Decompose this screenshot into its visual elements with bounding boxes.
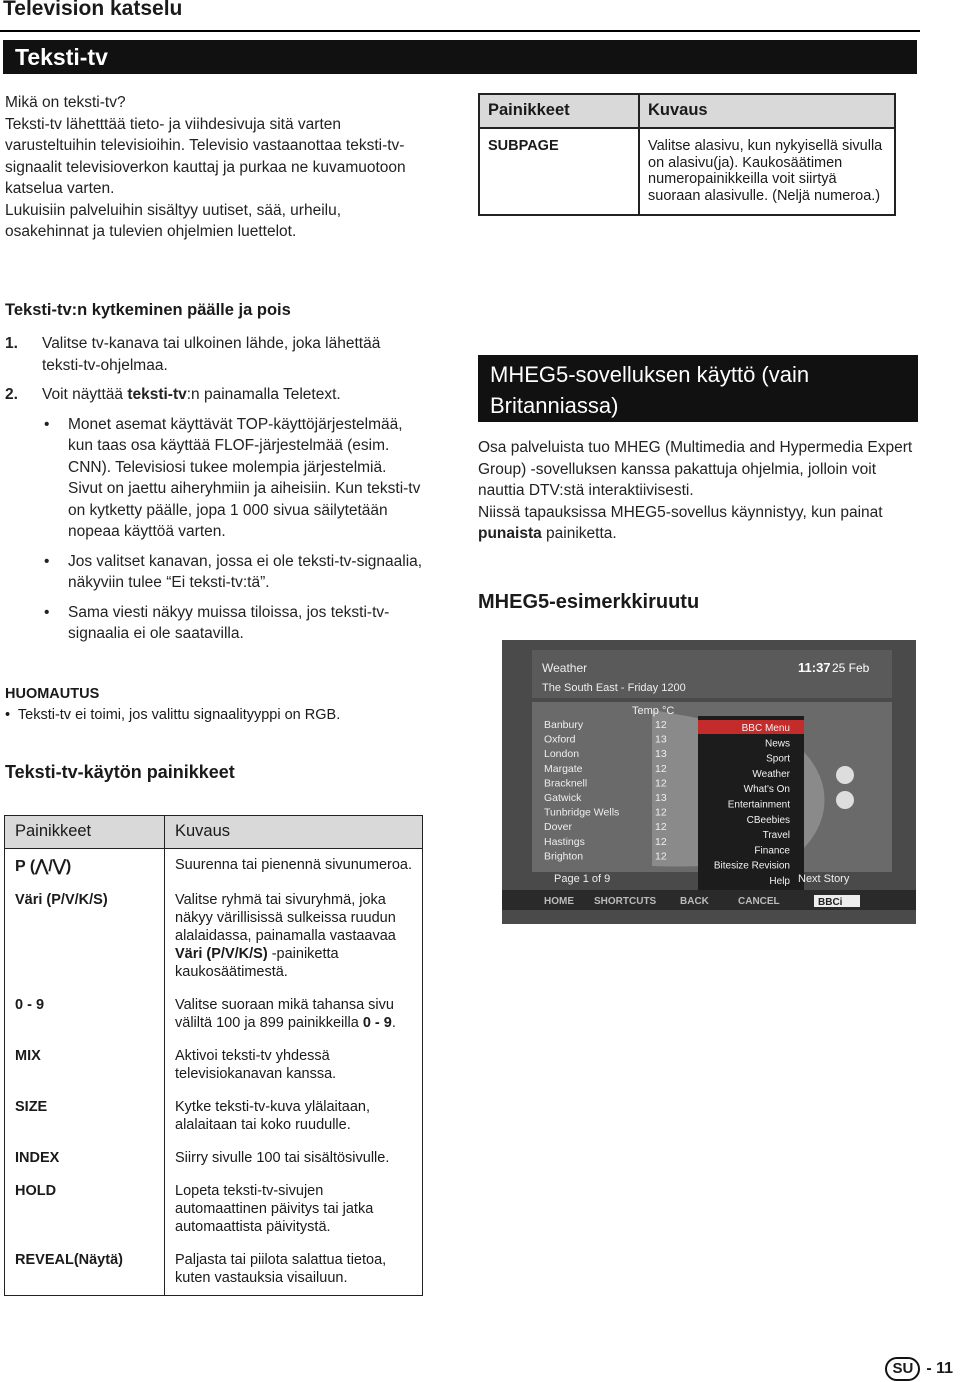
city-name: London xyxy=(544,748,580,761)
section-banner: Teksti-tv xyxy=(3,40,917,74)
city-temp: 13 xyxy=(655,733,667,746)
screen-date: 25 Feb xyxy=(832,661,870,675)
buttons-table-title: Teksti-tv-käytön painikkeet xyxy=(5,762,235,782)
region-badge: SU xyxy=(885,1357,920,1381)
city-temp: 12 xyxy=(655,821,667,834)
table-row xyxy=(5,1244,423,1296)
table-row xyxy=(5,1175,423,1244)
bbc-menu-item: Travel xyxy=(762,830,790,842)
bullet-icon: • xyxy=(44,415,50,433)
bbci-logo: BBCi xyxy=(818,897,843,908)
step-number: 2. xyxy=(5,386,18,403)
city-name: Margate xyxy=(544,762,583,775)
mheg-text-part: Niissä tapauksissa MHEG5-sovellus käynnistyy, kun painat xyxy=(478,503,883,521)
table-cell-desc: Valitse alasivu, kun nykyisellä sivulla on alasivu(ja). Kaukosäätimen numeropainikkeilla voit siirtyä suoraan alasivulle. (Neljä numeroa.) xyxy=(648,138,883,204)
switching-steps xyxy=(5,333,425,653)
desc-text: . xyxy=(391,1015,396,1031)
screen-title: Weather xyxy=(542,661,588,675)
desc-text: Valitse ryhmä tai sivuryhmä, joka näkyy värillisissä sulkeissa ruudun alalaidassa, painamalla vastaavaa xyxy=(175,892,396,944)
table-header: Kuvaus xyxy=(165,816,423,849)
page-header-title: Television katselu xyxy=(3,0,183,20)
step-number: 1. xyxy=(5,335,18,352)
table-row xyxy=(479,128,895,215)
bbc-menu-item: Entertainment xyxy=(727,799,790,811)
city-name: Banbury xyxy=(544,719,584,731)
buttons-table xyxy=(4,815,423,1296)
step-text: Valitse tv-kanava tai ulkoinen lähde, joka lähettää teksti-tv-ohjelmaa. xyxy=(42,335,381,374)
list-item xyxy=(5,551,425,594)
intro-question: Mikä on teksti-tv? xyxy=(5,94,126,111)
bbc-menu-item: Bitesize Revision xyxy=(713,860,790,872)
desc-text-bold: Väri (P/V/K/S) xyxy=(175,946,268,962)
bbc-menu-item: What's On xyxy=(743,784,790,796)
desc-text: Valitse suoraan mikä tahansa sivu väliltä 100 ja 899 painikkeilla xyxy=(175,997,394,1031)
screen-subtitle: The South East - Friday 1200 xyxy=(542,682,686,694)
bottom-home-button: HOME xyxy=(544,896,574,907)
mheg-example-screenshot xyxy=(502,640,916,924)
table-cell-key: SIZE xyxy=(5,1091,165,1142)
bullet-icon: • xyxy=(44,552,50,570)
mheg-paragraph xyxy=(478,502,918,545)
table-cell-key: HOLD xyxy=(5,1175,165,1244)
table-row xyxy=(5,1040,423,1091)
city-temp: 13 xyxy=(655,792,667,804)
table-cell-desc: Kytke teksti-tv-kuva ylälaitaan, alalaitaan tai koko ruudulle. xyxy=(175,1099,371,1133)
table-header: Kuvaus xyxy=(639,94,895,128)
city-name: Bracknell xyxy=(544,777,588,790)
mheg-text-bold: punaista xyxy=(478,525,542,542)
bbc-menu-item: Weather xyxy=(752,768,790,780)
table-cell-desc: Suurenna tai pienennä sivunumeroa. xyxy=(175,857,412,873)
note-text xyxy=(5,707,340,723)
city-name: Tunbridge Wells xyxy=(544,806,620,819)
city-temp: 12 xyxy=(655,850,667,863)
mheg-paragraph: Osa palveluista tuo MHEG (Multimedia and Hypermedia Expert Group) -sovelluksen kanssa pakattuja ohjelmia, jolloin voit nauttia DTV:stä interaktiivisesti. xyxy=(478,439,913,499)
header-divider xyxy=(0,30,920,32)
table-row xyxy=(5,849,423,885)
city-name: Oxford xyxy=(544,733,576,746)
table-cell-key: MIX xyxy=(5,1040,165,1091)
table-header: Painikkeet xyxy=(5,816,165,849)
desc-text-bold: 0 - 9 xyxy=(362,1015,392,1031)
bullet-text: Sama viesti näkyy muissa tiloissa, jos teksti-tv-signaalia ei ole saatavilla. xyxy=(68,603,390,642)
table-row xyxy=(5,1142,423,1175)
list-item xyxy=(5,414,425,543)
note-title: HUOMAUTUS xyxy=(5,686,100,702)
step-text-bold: teksti-tv xyxy=(127,386,187,403)
mheg-text-part: painiketta. xyxy=(541,525,617,542)
bullet-icon: • xyxy=(44,603,50,621)
list-item xyxy=(5,384,425,406)
table-cell-desc xyxy=(165,884,423,989)
step-text: Voit näyttää xyxy=(42,386,128,403)
table-row xyxy=(5,989,423,1040)
bbc-menu-item: Sport xyxy=(766,753,790,765)
note-body: Teksti-tv ei toimi, jos valittu signaalityyppi on RGB. xyxy=(17,707,341,723)
table-row xyxy=(5,884,423,989)
city-temp: 12 xyxy=(655,777,667,790)
page-number xyxy=(885,1357,953,1381)
table-cell-desc: Siirry sivulle 100 tai sisältösivulle. xyxy=(175,1150,390,1166)
table-cell-key: Väri (P/V/K/S) xyxy=(5,884,165,989)
intro-paragraph: Teksti-tv lähetttää tieto- ja viihdesivuja sitä varten varusteltuihin televisioihin. Televisio vastaanottaa teksti-tv-signaalit televisioverkon kauttaj ja purkaa ne kuvamuotoon katselua varten. xyxy=(5,115,406,197)
bbc-menu-item: CBeebies xyxy=(746,814,790,826)
bbc-menu-item: News xyxy=(764,738,790,750)
bullet-text: Jos valitset kanavan, jossa ei ole teksti-tv-signaalia, näkyviin tulee “Ei teksti-tv:tä”. xyxy=(68,552,423,591)
city-temp: 12 xyxy=(655,835,667,848)
table-cell-desc: Lopeta teksti-tv-sivujen automaattinen päivitys tai jatka automaattista päivitystä. xyxy=(175,1183,374,1235)
table-cell-key: SUBPAGE xyxy=(479,128,639,215)
example-title: MHEG5-esimerkkiruutu xyxy=(478,591,700,613)
bullet-text: Monet asemat käyttävät TOP-käyttöjärjestelmää, kun taas osa käyttää FLOF-järjestelmää (esim. CNN). Televisiosi tukee molempia järjestelmiä. Sivut on jaettu aiheryhmiin ja aiheisiin. Kun teksti-tv on kytketty päälle, jopa 1 000 sivua säilytetään nopeaa käyttöä varten. xyxy=(68,415,421,540)
city-temp: 12 xyxy=(655,806,667,819)
bullet-icon: • xyxy=(5,707,11,723)
table-cell-desc: Aktivoi teksti-tv yhdessä televisiokanavan kanssa. xyxy=(175,1048,337,1082)
city-name: Gatwick xyxy=(544,792,582,804)
screen-time: 11:37 xyxy=(798,660,831,675)
intro-paragraph: Lukuisiin palveluihin sisältyy uutiset, sää, urheilu, osakehinnat ja tulevien ohjelmien luettelot. xyxy=(5,201,342,240)
table-cell-key: P (⋀/⋁) xyxy=(5,849,165,885)
table-cell-key: REVEAL(Näytä) xyxy=(5,1244,165,1296)
table-cell-key: 0 - 9 xyxy=(5,989,165,1040)
city-name: Dover xyxy=(544,821,573,834)
weather-sun-cloud-icon xyxy=(836,791,854,809)
next-story: Next Story xyxy=(798,873,850,885)
city-temp: 12 xyxy=(655,762,667,775)
desc-text: -painiketta kaukosäätimestä. xyxy=(175,946,339,980)
bottom-shortcuts-button: SHORTCUTS xyxy=(594,896,657,907)
bbc-menu-item: BBC Menu xyxy=(741,723,790,734)
table-cell-key: INDEX xyxy=(5,1142,165,1175)
step-text: :n painamalla Teletext. xyxy=(186,386,341,403)
mheg-text xyxy=(478,437,918,545)
switching-title: Teksti-tv:n kytkeminen päälle ja pois xyxy=(5,301,291,319)
page-info: Page 1 of 9 xyxy=(554,873,611,885)
bbc-menu-item: Finance xyxy=(754,845,790,857)
list-item xyxy=(5,602,425,645)
table-cell-desc: Paljasta tai piilota salattua tietoa, kuten vastauksia visailuun. xyxy=(175,1252,387,1286)
list-item xyxy=(5,333,425,376)
weather-sun-cloud-icon xyxy=(836,766,854,784)
table-header: Painikkeet xyxy=(479,94,639,128)
city-temp: 12 xyxy=(655,719,667,731)
intro-text xyxy=(5,92,425,243)
bottom-back-button: BACK xyxy=(680,896,709,907)
temp-header: Temp °C xyxy=(632,705,675,717)
city-name: Hastings xyxy=(544,835,585,848)
table-row xyxy=(5,1091,423,1142)
page-number-text: - 11 xyxy=(926,1360,953,1377)
table-cell-desc xyxy=(165,989,423,1040)
subpage-table xyxy=(478,93,896,216)
bottom-cancel-button: CANCEL xyxy=(738,896,780,907)
city-temp: 13 xyxy=(655,748,667,761)
city-name: Brighton xyxy=(544,850,584,863)
bbc-menu-item: Help xyxy=(769,876,790,887)
mheg-banner: MHEG5-sovelluksen käyttö (vain Britanniassa) xyxy=(478,355,918,422)
